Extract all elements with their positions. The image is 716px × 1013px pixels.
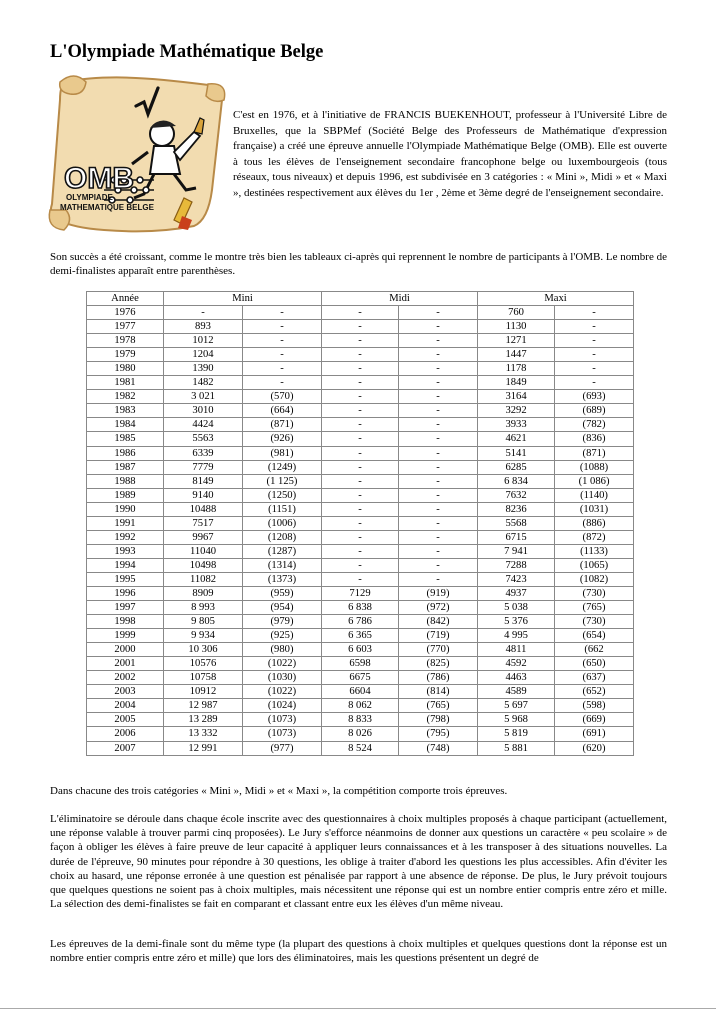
table-cell: -: [322, 474, 399, 488]
table-cell: (1030): [243, 671, 322, 685]
table-cell: (730): [555, 615, 634, 629]
table-cell: 6715: [478, 530, 555, 544]
table-cell: -: [555, 348, 634, 362]
table-cell: 12 987: [164, 699, 243, 713]
table-row: [87, 657, 634, 671]
table-cell: 1447: [478, 348, 555, 362]
table-cell: 8 062: [322, 699, 399, 713]
table-cell: 3933: [478, 418, 555, 432]
participants-table: [86, 291, 634, 756]
table-cell: (871): [243, 418, 322, 432]
table-cell-year: 1998: [87, 615, 164, 629]
table-cell: 5 038: [478, 601, 555, 615]
table-cell: (1088): [555, 460, 634, 474]
table-cell: (1249): [243, 460, 322, 474]
table-row: [87, 516, 634, 530]
table-row: [87, 727, 634, 741]
logo-line1: OLYMPIADE: [66, 193, 113, 202]
table-cell: -: [399, 348, 478, 362]
table-cell: (765): [399, 699, 478, 713]
table-cell: (652): [555, 685, 634, 699]
table-cell: -: [555, 334, 634, 348]
table-cell: 10758: [164, 671, 243, 685]
table-cell: (959): [243, 586, 322, 600]
table-cell: 10498: [164, 558, 243, 572]
header-year: Année: [87, 292, 164, 306]
table-row: [87, 334, 634, 348]
table-cell: -: [399, 334, 478, 348]
table-cell: -: [322, 558, 399, 572]
table-cell: -: [399, 572, 478, 586]
table-cell: -: [399, 404, 478, 418]
table-cell: 7779: [164, 460, 243, 474]
table-cell: (570): [243, 390, 322, 404]
table-cell: (1140): [555, 488, 634, 502]
table-cell-year: 1995: [87, 572, 164, 586]
table-cell: 3010: [164, 404, 243, 418]
table-cell: (1250): [243, 488, 322, 502]
table-cell: 10912: [164, 685, 243, 699]
table-cell: 6 603: [322, 643, 399, 657]
table-cell: 7288: [478, 558, 555, 572]
table-cell: -: [399, 460, 478, 474]
table-row: [87, 432, 634, 446]
table-cell: 6675: [322, 671, 399, 685]
table-cell: (1373): [243, 572, 322, 586]
table-cell: -: [399, 418, 478, 432]
table-cell-year: 1996: [87, 586, 164, 600]
table-cell: (748): [399, 741, 478, 755]
table-cell: 5 881: [478, 741, 555, 755]
table-cell: 6 365: [322, 629, 399, 643]
table-cell: 1849: [478, 376, 555, 390]
page-title: L'Olympiade Mathématique Belge: [50, 42, 324, 62]
table-cell: 6285: [478, 460, 555, 474]
table-row: [87, 544, 634, 558]
table-cell: -: [322, 530, 399, 544]
table-cell: (1073): [243, 727, 322, 741]
header-maxi: Maxi: [478, 292, 634, 306]
table-cell: -: [243, 306, 322, 320]
table-cell: -: [322, 446, 399, 460]
table-cell: 7 941: [478, 544, 555, 558]
table-cell-year: 1987: [87, 460, 164, 474]
categories-paragraph: Dans chacune des trois catégories « Mini », Midi » et « Maxi », la compétition comporte trois épreuves.: [50, 785, 508, 797]
table-cell: (1006): [243, 516, 322, 530]
table-cell: (795): [399, 727, 478, 741]
table-cell: -: [399, 488, 478, 502]
table-cell: (1031): [555, 502, 634, 516]
table-cell: 3292: [478, 404, 555, 418]
table-cell: (1 125): [243, 474, 322, 488]
table-cell: 6339: [164, 446, 243, 460]
table-cell: 8 026: [322, 727, 399, 741]
table-cell: (979): [243, 615, 322, 629]
table-cell: (1208): [243, 530, 322, 544]
table-cell: 5 697: [478, 699, 555, 713]
table-cell: 8 833: [322, 713, 399, 727]
table-cell: -: [243, 348, 322, 362]
table-cell: -: [243, 334, 322, 348]
table-cell: 11040: [164, 544, 243, 558]
table-cell: -: [399, 558, 478, 572]
table-cell: 5141: [478, 446, 555, 460]
table-cell: -: [555, 376, 634, 390]
table-cell: -: [322, 502, 399, 516]
table-cell: 4621: [478, 432, 555, 446]
success-paragraph: Son succès a été croissant, comme le montre très bien les tableaux ci-après qui reprennent le nombre de participants à l'OMB. Le nombre de demi-finalistes apparaît entre parenthèses.: [50, 251, 667, 278]
table-cell: (765): [555, 601, 634, 615]
table-cell-year: 1983: [87, 404, 164, 418]
table-cell: 7632: [478, 488, 555, 502]
table-cell: -: [322, 320, 399, 334]
table-cell-year: 1976: [87, 306, 164, 320]
table-cell: (981): [243, 446, 322, 460]
table-cell: -: [322, 348, 399, 362]
table-cell: (654): [555, 629, 634, 643]
table-row: [87, 586, 634, 600]
table-cell-year: 1980: [87, 362, 164, 376]
table-cell: 6 786: [322, 615, 399, 629]
table-cell: (1024): [243, 699, 322, 713]
table-cell-year: 2000: [87, 643, 164, 657]
table-cell: 5 968: [478, 713, 555, 727]
table-cell: -: [399, 320, 478, 334]
table-cell: (1151): [243, 502, 322, 516]
table-cell: -: [555, 306, 634, 320]
table-cell-year: 2006: [87, 727, 164, 741]
table-cell: -: [322, 376, 399, 390]
table-cell: 13 289: [164, 713, 243, 727]
table-row: [87, 671, 634, 685]
table-cell: 9 805: [164, 615, 243, 629]
table-cell: 13 332: [164, 727, 243, 741]
page-bottom-rule: [0, 1008, 716, 1009]
table-cell: 1271: [478, 334, 555, 348]
table-cell: 3164: [478, 390, 555, 404]
table-cell: (1314): [243, 558, 322, 572]
table-cell: 1390: [164, 362, 243, 376]
table-cell: 1012: [164, 334, 243, 348]
table-cell: (782): [555, 418, 634, 432]
table-cell: (719): [399, 629, 478, 643]
table-cell: (770): [399, 643, 478, 657]
table-cell-year: 1988: [87, 474, 164, 488]
table-cell: 4937: [478, 586, 555, 600]
table-cell: 1178: [478, 362, 555, 376]
table-cell: -: [322, 306, 399, 320]
table-row: [87, 348, 634, 362]
table-cell: -: [243, 362, 322, 376]
table-cell-year: 2007: [87, 741, 164, 755]
table-cell: (1022): [243, 685, 322, 699]
table-cell-year: 1982: [87, 390, 164, 404]
table-cell: 1130: [478, 320, 555, 334]
table-cell: -: [322, 418, 399, 432]
table-cell: -: [399, 376, 478, 390]
table-cell: 4592: [478, 657, 555, 671]
table-cell: -: [399, 530, 478, 544]
table-cell-year: 1978: [87, 334, 164, 348]
table-cell: -: [164, 306, 243, 320]
table-cell: (798): [399, 713, 478, 727]
table-cell: -: [322, 516, 399, 530]
table-cell-year: 2003: [87, 685, 164, 699]
table-cell-year: 1990: [87, 502, 164, 516]
table-cell-year: 1994: [87, 558, 164, 572]
table-row: [87, 376, 634, 390]
table-cell: -: [399, 306, 478, 320]
table-cell: 5 819: [478, 727, 555, 741]
table-cell: 6598: [322, 657, 399, 671]
table-row: [87, 643, 634, 657]
table-cell: (836): [555, 432, 634, 446]
table-cell: (972): [399, 601, 478, 615]
table-cell: (926): [243, 432, 322, 446]
table-cell: 4424: [164, 418, 243, 432]
table-cell: (1133): [555, 544, 634, 558]
omb-logo: [44, 70, 228, 238]
table-cell: (620): [555, 741, 634, 755]
table-cell: -: [322, 544, 399, 558]
table-cell: 10576: [164, 657, 243, 671]
table-cell: (669): [555, 713, 634, 727]
table-row: [87, 306, 634, 320]
table-row: [87, 474, 634, 488]
table-row: [87, 460, 634, 474]
table-cell-year: 1999: [87, 629, 164, 643]
table-cell: (980): [243, 643, 322, 657]
table-cell: -: [399, 502, 478, 516]
table-cell: (825): [399, 657, 478, 671]
table-cell: 5563: [164, 432, 243, 446]
table-cell: 6 834: [478, 474, 555, 488]
table-cell-year: 1989: [87, 488, 164, 502]
table-cell: 11082: [164, 572, 243, 586]
table-cell: -: [399, 446, 478, 460]
table-cell: -: [399, 362, 478, 376]
table-cell: (814): [399, 685, 478, 699]
table-cell: -: [399, 432, 478, 446]
header-mini: Mini: [164, 292, 322, 306]
table-cell: -: [399, 474, 478, 488]
table-cell: 12 991: [164, 741, 243, 755]
table-cell-year: 1986: [87, 446, 164, 460]
table-cell: (842): [399, 615, 478, 629]
table-row: [87, 404, 634, 418]
table-cell: -: [243, 376, 322, 390]
table-header-row: [87, 292, 634, 306]
table-row: [87, 446, 634, 460]
table-cell: -: [322, 460, 399, 474]
table-cell: -: [322, 390, 399, 404]
table-cell: (872): [555, 530, 634, 544]
table-row: [87, 572, 634, 586]
table-cell: -: [322, 572, 399, 586]
table-cell: -: [555, 362, 634, 376]
demi-finale-paragraph: Les épreuves de la demi-finale sont du même type (la plupart des questions à choix multiples et quelques questions dont la réponse est un nombre entier compris entre zéro et mille) que lors des éliminatoires, mais les questions présentent un degré de: [50, 938, 667, 965]
table-cell: 4589: [478, 685, 555, 699]
table-cell: (598): [555, 699, 634, 713]
table-cell: 7517: [164, 516, 243, 530]
table-cell: (650): [555, 657, 634, 671]
table-cell: 6604: [322, 685, 399, 699]
table-cell: 8 524: [322, 741, 399, 755]
table-cell: (664): [243, 404, 322, 418]
eliminatoire-paragraph: L'éliminatoire se déroule dans chaque école inscrite avec des questionnaires à choix multiples proposés à chaque participant (actuellement, une réponse valable à trouver parmi cinq proposées). Le Jury s'efforce néanmoins de donner aux questions un caractère « peu scolaire » de façon à obliger les élèves à faire preuve de leur capacité à appliquer leurs connaissances et à les transposer à des situations nouvelles. La durée de l'épreuve, 90 minutes pour répondre à 30 questions, les oblige à traiter d'abord les questions les plus accessibles. Afin d'éviter les choix au hasard, une réponse erronée à une question est pénalisée par rapport à une absence de réponse. De plus, le Jury prévoit toujours que quelques questions ne soient pas à choix multiples, mais nécessitent une réponse qui est un nombre entier compris entre zéro et mille. La sélection des demi-finalistes se fait en comparant et classant entre eux les élèves d'un même niveau.: [50, 813, 667, 911]
table-cell: 9967: [164, 530, 243, 544]
table-cell: (977): [243, 741, 322, 755]
table-cell: -: [555, 320, 634, 334]
table-row: [87, 362, 634, 376]
table-cell: (637): [555, 671, 634, 685]
table-cell: 9140: [164, 488, 243, 502]
table-cell: 4 995: [478, 629, 555, 643]
table-cell: (662: [555, 643, 634, 657]
table-cell: 893: [164, 320, 243, 334]
table-cell: -: [322, 362, 399, 376]
table-row: [87, 699, 634, 713]
table-cell: -: [322, 488, 399, 502]
table-cell: 8 993: [164, 601, 243, 615]
intro-paragraph: C'est en 1976, et à l'initiative de FRANCIS BUEKENHOUT, professeur à l'Université Libre de Bruxelles, que la SBPMef (Société Belge des Professeurs de Mathématique d'expression française) a créé une épreuve annuelle l'Olympiade Mathématique Belge (OMB). Elle est ouverte à tous les élèves de l'enseignement secondaire francophone belge ou luxembourgeois (tous réseaux, tous niveaux) et depuis 1996, est subdivisée en 3 catégories : « Mini », Midi » et « Maxi », destinées respectivement aux élèves du 1er , 2ème et 3ème degré de l'enseignement secondaire.: [233, 109, 667, 199]
table-cell: 760: [478, 306, 555, 320]
table-cell: 10488: [164, 502, 243, 516]
table-cell: 3 021: [164, 390, 243, 404]
table-row: [87, 320, 634, 334]
table-cell-year: 2005: [87, 713, 164, 727]
table-cell-year: 2001: [87, 657, 164, 671]
table-cell: (1022): [243, 657, 322, 671]
table-cell: 1204: [164, 348, 243, 362]
table-cell: (691): [555, 727, 634, 741]
table-row: [87, 558, 634, 572]
header-midi: Midi: [322, 292, 478, 306]
table-row: [87, 488, 634, 502]
table-cell: (1 086): [555, 474, 634, 488]
table-row: [87, 629, 634, 643]
table-cell: (919): [399, 586, 478, 600]
table-cell: (886): [555, 516, 634, 530]
table-row: [87, 530, 634, 544]
table-cell: -: [399, 390, 478, 404]
table-cell: (1287): [243, 544, 322, 558]
table-cell: 6 838: [322, 601, 399, 615]
table-cell: 5568: [478, 516, 555, 530]
table-cell: -: [322, 432, 399, 446]
table-cell-year: 1977: [87, 320, 164, 334]
table-cell: (925): [243, 629, 322, 643]
table-cell: -: [399, 516, 478, 530]
table-cell: 1482: [164, 376, 243, 390]
table-cell: (871): [555, 446, 634, 460]
table-cell-year: 1984: [87, 418, 164, 432]
table-row: [87, 615, 634, 629]
table-cell: -: [399, 544, 478, 558]
table-cell: 4463: [478, 671, 555, 685]
logo-letters: OMB: [64, 162, 134, 195]
table-row: [87, 601, 634, 615]
table-cell: 8149: [164, 474, 243, 488]
table-cell-year: 1997: [87, 601, 164, 615]
logo-line2: MATHEMATIQUE BELGE: [60, 203, 154, 212]
table-row: [87, 713, 634, 727]
table-row: [87, 418, 634, 432]
table-cell: (730): [555, 586, 634, 600]
table-cell-year: 1991: [87, 516, 164, 530]
table-cell: -: [322, 404, 399, 418]
table-cell: (1065): [555, 558, 634, 572]
table-cell: 4811: [478, 643, 555, 657]
table-cell-year: 2004: [87, 699, 164, 713]
table-cell: -: [322, 334, 399, 348]
table-cell: 7129: [322, 586, 399, 600]
table-cell-year: 1985: [87, 432, 164, 446]
table-cell: 7423: [478, 572, 555, 586]
table-row: [87, 390, 634, 404]
table-body: [87, 306, 634, 756]
table-cell-year: 1981: [87, 376, 164, 390]
table-cell: (689): [555, 404, 634, 418]
table-cell-year: 1993: [87, 544, 164, 558]
table-cell: 9 934: [164, 629, 243, 643]
table-cell: (1082): [555, 572, 634, 586]
table-cell-year: 1992: [87, 530, 164, 544]
table-cell: -: [243, 320, 322, 334]
table-cell-year: 1979: [87, 348, 164, 362]
table-cell: 5 376: [478, 615, 555, 629]
table-cell: (1073): [243, 713, 322, 727]
table-row: [87, 741, 634, 755]
table-cell: 8909: [164, 586, 243, 600]
table-cell-year: 2002: [87, 671, 164, 685]
table-row: [87, 502, 634, 516]
table-cell: (786): [399, 671, 478, 685]
table-row: [87, 685, 634, 699]
table-cell: (954): [243, 601, 322, 615]
table-cell: 10 306: [164, 643, 243, 657]
table-cell: (693): [555, 390, 634, 404]
table-cell: 8236: [478, 502, 555, 516]
